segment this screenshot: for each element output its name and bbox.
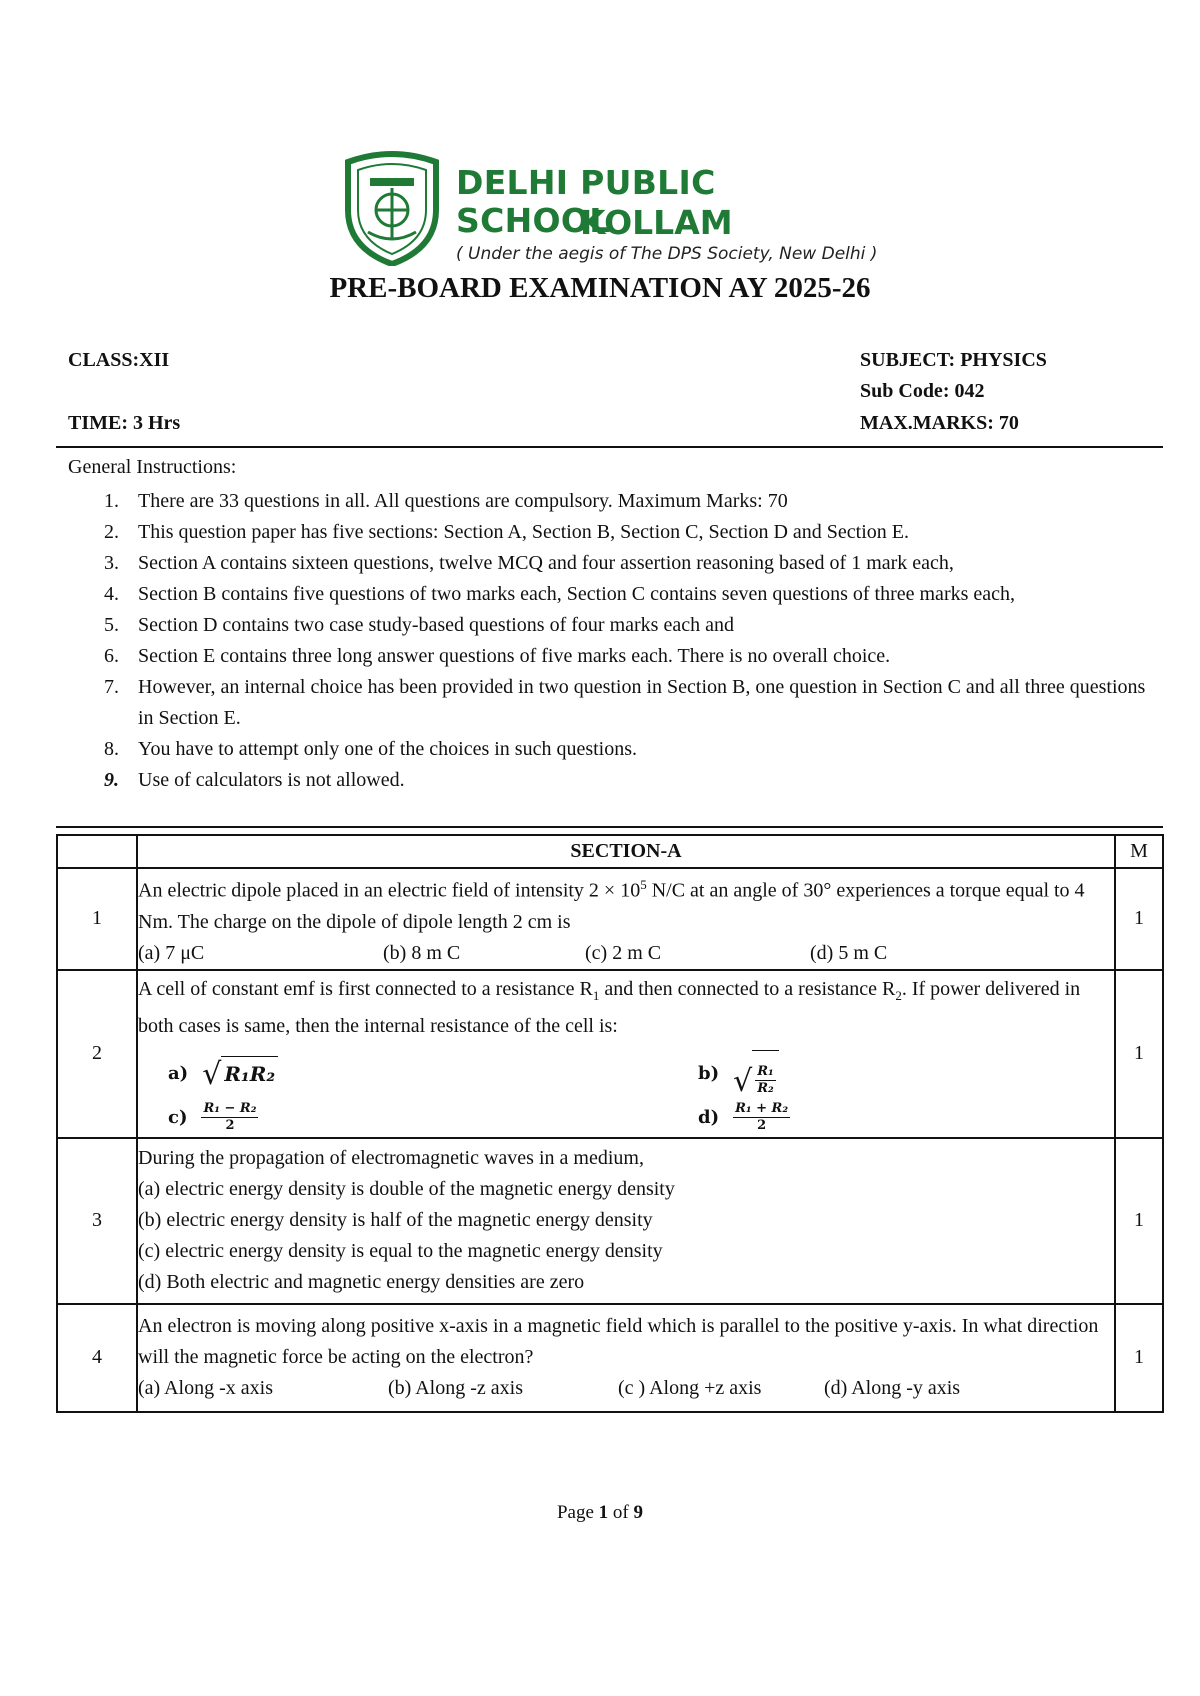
sqrt-expression: √ R₁R₂ [202,1056,278,1090]
instructions-title: General Instructions: [68,456,237,478]
option-a: (a) Along -x axis [138,1377,273,1400]
instruction-item: 8. You have to attempt only one of the choices in such questions. [104,738,638,760]
question-number: 3 [57,1138,137,1304]
fraction: $\frac{\text{R₁ − R₂}}{2}$ [203,1100,257,1133]
question-line: (c) electric energy density is equal to the magnetic energy density [138,1240,663,1263]
question-text: An electron is moving along positive x-axis in a magnetic field which is parallel to the positive y-axis. In what direction will the magnetic force be acting on the electron? [138,1315,1099,1369]
instructions-divider [56,826,1163,828]
header-blank-cell [57,835,137,868]
marks-header: M [1115,835,1163,868]
question-options [138,1373,1114,1404]
question-body [137,970,1115,1138]
question-text: A cell of constant emf is first connected to a resistance $R_1$ and then connected to a resistance $R_2$. If power delivered in both cases is same, then the internal resistance of the cell is: [138,977,1081,1037]
total-pages: 9 [633,1502,643,1523]
school-city: KOLLAM [580,203,733,242]
option-d: (d) Along -y axis [824,1377,961,1400]
subject-label: SUBJECT: PHYSICS [860,349,1047,371]
question-line: (d) Both electric and magnetic energy densities are zero [138,1271,585,1294]
option-d: (d) 5 m C [810,941,888,964]
max-marks-label: MAX.MARKS: 70 [860,412,1019,434]
option-b: (b) Along -z axis [388,1377,523,1400]
sqrt-fraction: √ $\frac{\text{R₁}}{\text{R₂}}$ [733,1050,779,1097]
question-marks: 1 [1115,970,1163,1138]
question-row [57,1138,1163,1304]
question-line: During the propagation of electromagnetic waves in a medium, [138,1147,644,1170]
question-body [137,1304,1115,1412]
option-c: (c) 2 m C [585,941,662,964]
option-b: (b) 8 m C [383,941,461,964]
question-options [138,938,1114,969]
instruction-item: 5. Section D contains two case study-based questions of four marks each and [104,614,734,636]
exam-title: PRE-BOARD EXAMINATION AY 2025-26 [329,272,871,304]
section-header-row [57,835,1163,868]
sub-code-label: Sub Code: 042 [860,380,985,402]
option-d: d) $\frac{\text{R₁ + R₂}}{2}$ [698,1100,789,1133]
header-divider [56,446,1163,448]
question-marks: 1 [1115,1138,1163,1304]
question-row [57,868,1163,970]
question-number: 4 [57,1304,137,1412]
fraction: $\frac{\text{R₁ + R₂}}{2}$ [735,1100,789,1133]
question-body [137,868,1115,970]
formula-options [138,1050,1114,1134]
instruction-item: 9. Use of calculators is not allowed. [104,769,405,791]
question-marks: 1 [1115,1304,1163,1412]
question-number: 2 [57,970,137,1138]
question-body [137,1138,1115,1304]
question-row [57,970,1163,1138]
class-label: CLASS:XII [68,349,170,371]
question-number: 1 [57,868,137,970]
question-row [57,1304,1163,1412]
current-page: 1 [598,1502,609,1523]
instruction-item: 1. There are 33 questions in all. All questions are compulsory. Maximum Marks: 70 [104,490,788,512]
question-line: (a) electric energy density is double of the magnetic energy density [138,1178,675,1201]
page-footer: Page 1 of 9 [556,1502,643,1523]
school-tagline: ( Under the aegis of The DPS Society, New Delhi ) [456,244,878,264]
question-text: An electric dipole placed in an electric field of intensity $2 \times 10^5$ N/C at an angle of 30° experiences a torque equal to 4 Nm. The charge on the dipole of dipole length 2 cm is [138,877,1085,933]
instruction-item: 6. Section E contains three long answer questions of five marks each. There is no overall choice. [104,645,891,667]
school-logo [340,148,880,268]
instructions-list [68,486,1158,796]
instruction-item: 4. Section B contains five questions of two marks each, Section C contains seven questions of three marks each, [104,583,1016,605]
option-a: (a) 7 μC [138,941,205,964]
questions-table [56,834,1164,1413]
instruction-item: 3. Section A contains sixteen questions, twelve MCQ and four assertion reasoning based of 1 mark each, [104,552,954,574]
section-title: SECTION-A [137,835,1115,868]
time-label: TIME: 3 Hrs [68,412,181,434]
instruction-item: 7. However, an internal choice has been provided in two question in Section B, one question in Section C and all three questions in Section E. [104,676,1146,729]
option-b: b) √ $\frac{\text{R₁}}{\text{R₂}}$ [698,1050,1098,1097]
school-name: DELHI PUBLIC SCHOOL [456,163,716,240]
question-line: (b) electric energy density is half of the magnetic energy density [138,1209,653,1232]
option-c: (c ) Along +z axis [618,1377,762,1400]
option-c: c) $\frac{\text{R₁ − R₂}}{2}$ [168,1100,257,1133]
instruction-item: 2. This question paper has five sections: Section A, Section B, Section C, Section D and Section E. [104,521,909,543]
school-crest-icon [340,148,444,266]
option-a: a) √ R₁R₂ [168,1050,698,1097]
question-marks: 1 [1115,868,1163,970]
